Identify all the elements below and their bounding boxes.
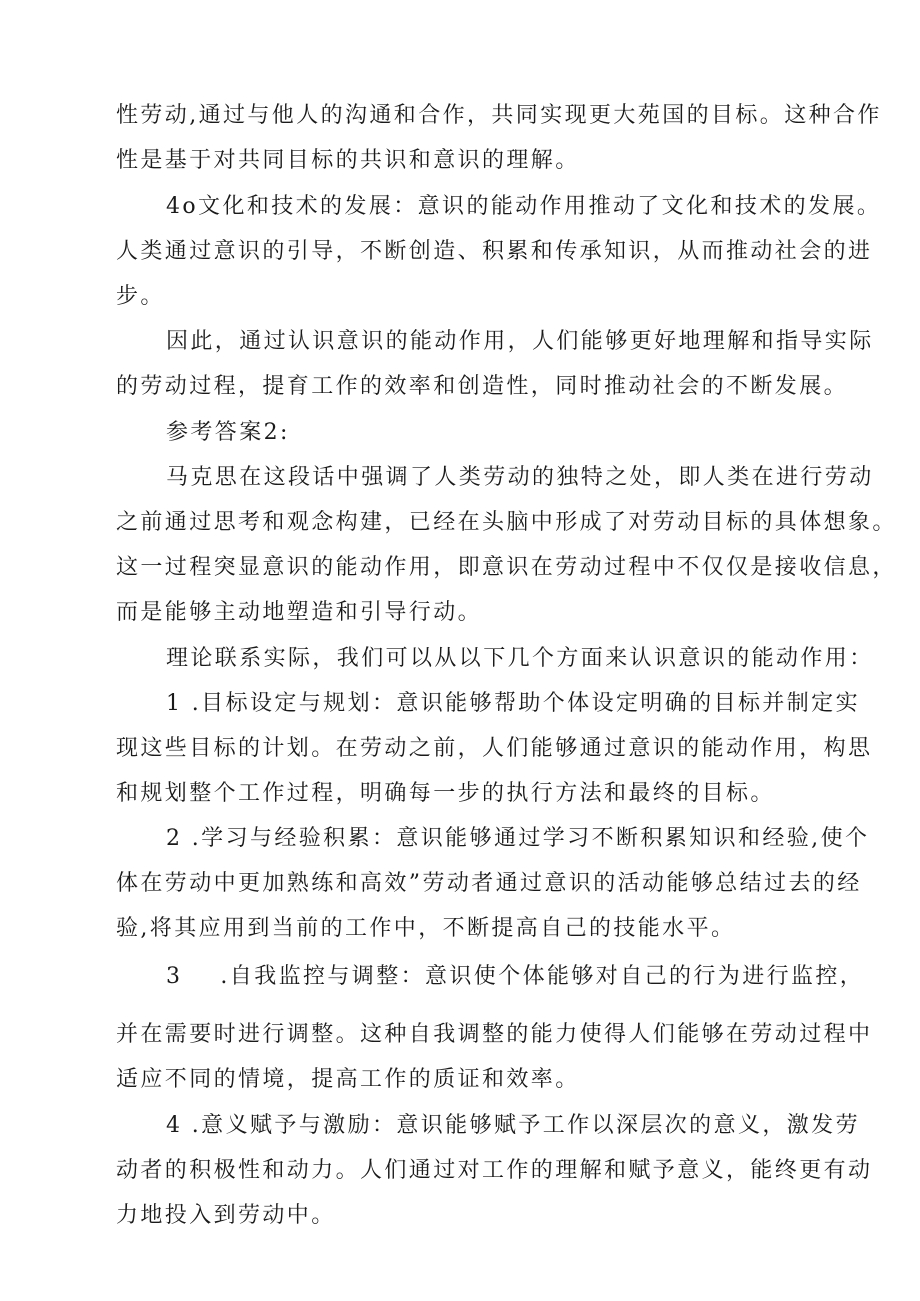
text-line: 因此，通过认识意识的能动作用，人们能够更好地理解和指导实际	[166, 329, 874, 354]
text-line: 现这些目标的计划。在劳动之前，人们能够通过意识的能动作用，构思	[116, 736, 873, 761]
section-heading: 参考答案2:	[166, 420, 290, 445]
list-item-2: 2 .学习与经验积累：意识能够通过学习不断积累知识和经验,使个	[166, 826, 870, 851]
text-line: 验,将其应用到当前的工作中，不断提高自己的技能水平。	[116, 916, 736, 941]
text-line: 性劳动,通过与他人的沟通和合作，共同实现更大苑国的目标。这种合作	[116, 103, 882, 128]
text-line: 性是基于对共同目标的共识和意识的理解。	[116, 148, 580, 173]
text-line: 人类通过意识的引导，不断创造、积累和传承知识，从而推动社会的进	[116, 239, 873, 264]
text-line: 和规划整个工作过程，明确每一步的执行方法和最终的目标。	[116, 781, 775, 806]
text-line: 理论联系实际，我们可以从以下几个方面来认识意识的能动作用：	[166, 646, 874, 671]
text-line: 步。	[116, 284, 165, 309]
text-line: 4o文化和技术的发展：意识的能动作用推动了文化和技术的发展。	[166, 194, 882, 219]
text-line: 的劳动过程，提育工作的效率和创造性，同时推动社会的不断发展。	[116, 374, 849, 399]
list-item-4: 4 .意义赋予与激励：意识能够赋予工作以深层次的意义，激发劳	[166, 1113, 860, 1138]
text-line: 这一过程突显意识的能动作用，即意识在劳动过程中不仅仅是接收信息，	[116, 555, 897, 580]
list-item-text: .自我监控与调整：意识使个体能够对自己的行为进行监控，	[220, 964, 865, 989]
text-line: 之前通过思考和观念构建，已经在头脑中形成了对劳动目标的具体想象。	[116, 510, 897, 535]
text-line: 力地投入到劳动中。	[116, 1203, 336, 1228]
text-line: 动者的积极性和动力。人们通过对工作的理解和赋予意义，能终更有动	[116, 1158, 873, 1183]
text-line: 适应不同的情境，提高工作的质证和效率。	[116, 1067, 580, 1092]
text-line: 而是能够主动地塑造和引导行动。	[116, 600, 483, 625]
list-item-1: 1 .目标设定与规划：意识能够帮助个体设定明确的目标并制定实	[166, 691, 860, 716]
text-line: 体在劳动中更加熟练和高效”劳动者通过意识的活动能够总结过去的经	[116, 871, 862, 896]
text-line: 马克思在这段话中强调了人类劳动的独特之处，即人类在进行劳动	[166, 465, 874, 490]
list-item-3	[166, 962, 864, 992]
list-number: 3	[166, 964, 183, 989]
text-line: 并在需要时进行调整。这种自我调整的能力使得人们能够在劳动过程中	[116, 1022, 873, 1047]
